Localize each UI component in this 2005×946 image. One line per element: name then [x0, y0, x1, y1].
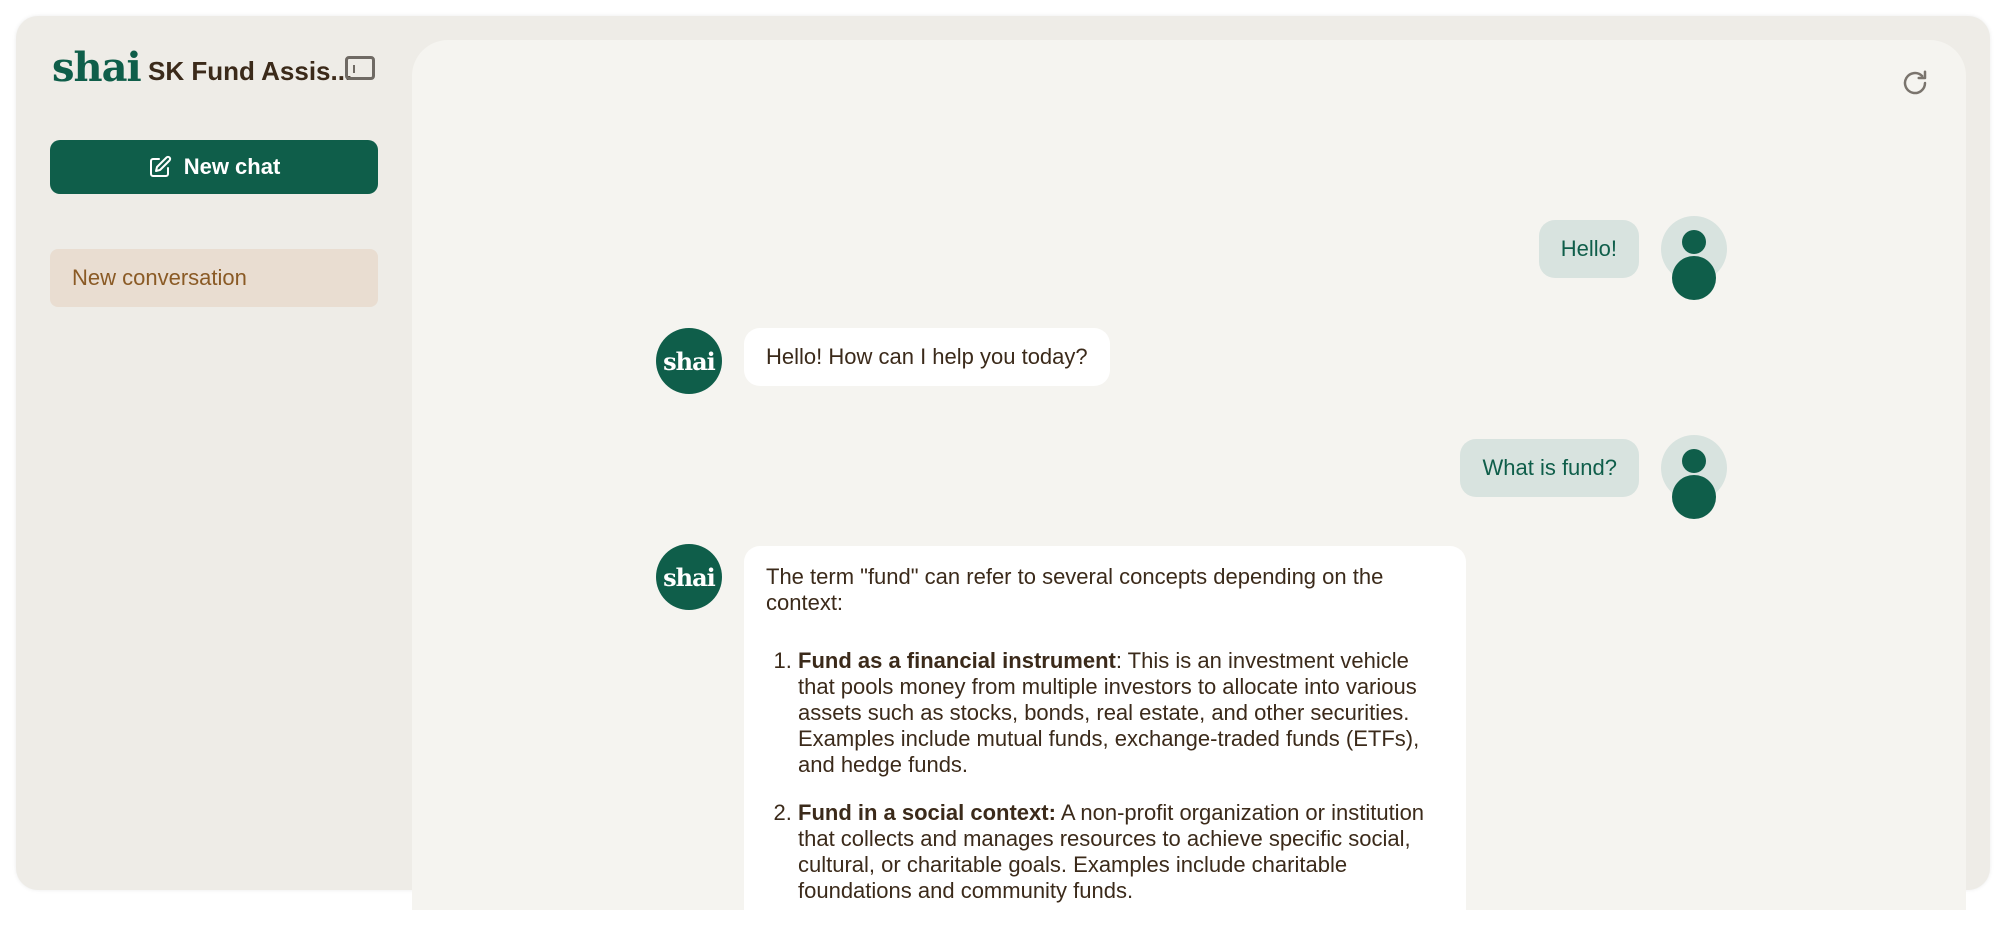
sidebar	[16, 16, 411, 890]
list-item	[798, 800, 1444, 904]
list-item-text: This is an investment vehicle that pools money from multiple investors to allocate into various assets such as stocks, bonds, real estate, and other securities. Examples include mutual funds, exchange-traded funds (ETFs), and hedge funds.	[798, 648, 1420, 777]
user-icon-body	[1672, 475, 1716, 519]
list-item-title: Fund in a social context:	[798, 800, 1056, 825]
assistant-intro: The term "fund" can refer to several concepts depending on the context:	[766, 564, 1384, 615]
user-message: Hello!	[1539, 220, 1639, 278]
assistant-message: Hello! How can I help you today?	[744, 328, 1110, 386]
user-icon	[1682, 449, 1706, 473]
brand-logo: shai	[52, 44, 141, 91]
list-item-title-suffix: :	[1115, 648, 1122, 673]
list-item	[798, 648, 1444, 778]
app-window	[16, 16, 1990, 903]
user-icon-body	[1672, 256, 1716, 300]
user-avatar	[1661, 216, 1727, 282]
assistant-list	[766, 648, 1444, 904]
user-message: What is fund?	[1460, 439, 1639, 497]
user-icon	[1682, 230, 1706, 254]
assistant-avatar: shai	[656, 544, 722, 610]
new-chat-label: New chat	[183, 154, 281, 179]
list-item-text: A non-profit organization or institution that collects and manages resources to achieve specific social, cultural, or charitable goals. Examples include charitable foundations and community funds.	[798, 800, 1425, 903]
assistant-name[interactable]: SK Fund Assis...	[148, 56, 353, 86]
assistant-message	[744, 546, 1466, 946]
edit-icon	[148, 155, 172, 179]
assistant-avatar: shai	[656, 328, 722, 394]
refresh-icon[interactable]	[1900, 68, 1930, 98]
sidebar-toggle-icon[interactable]	[345, 56, 375, 80]
chat-area	[412, 40, 1966, 910]
new-chat-button[interactable]	[50, 140, 378, 194]
list-item-title: Fund as a financial instrument	[798, 648, 1116, 673]
user-avatar	[1661, 435, 1727, 501]
conversation-item[interactable]: New conversation	[50, 249, 378, 307]
